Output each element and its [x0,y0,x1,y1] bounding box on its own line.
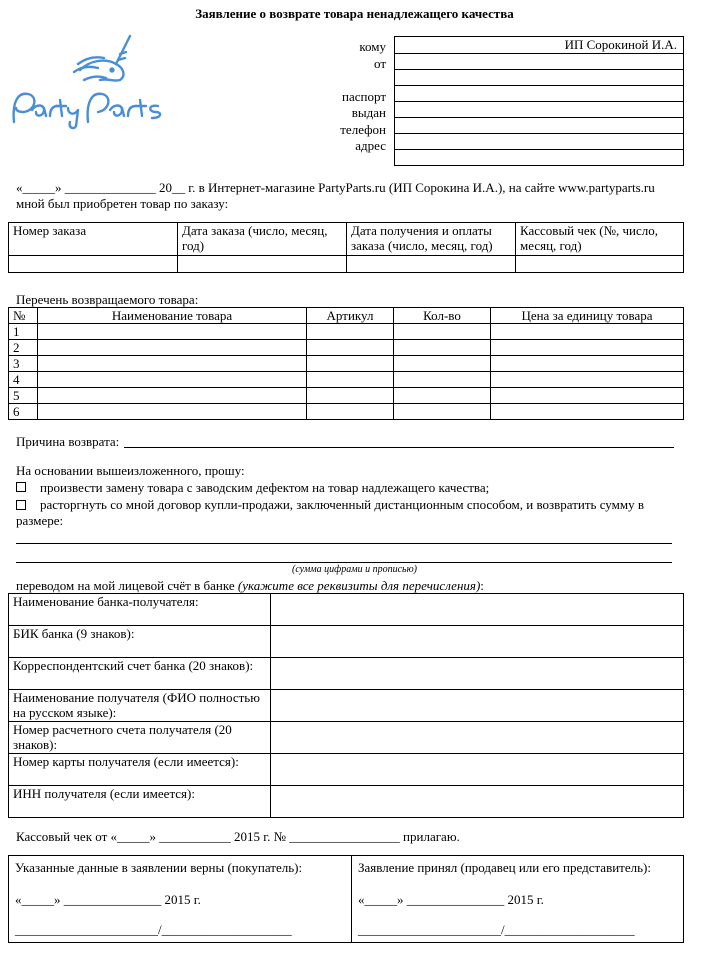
item-qty-cell[interactable] [394,356,491,372]
purchase-line-1: «_____» ______________ 20__ г. в Интернет-магазине PartyParts.ru (ИП Сорокина И.А.), на сайте www.partyparts.ru [16,180,655,195]
option-1 [16,480,26,496]
items-table [8,307,684,420]
items-col-number: № [9,308,38,324]
buyer-signature-title: Указанные данные в заявлении верны (покупатель): [15,860,303,875]
bank-name-label: Наименование банка-получателя: [9,594,271,626]
buyer-signature-date[interactable]: «_____» _______________ 2015 г. [15,892,201,907]
item-name-cell[interactable] [38,372,307,388]
inn-field[interactable] [271,786,684,818]
bik-label: БИК банка (9 знаков): [9,626,271,658]
row-number: 3 [9,356,38,372]
reason-label: Причина возврата: [16,434,120,449]
account-number-label: Номер расчетного счета получателя (20 знаков): [9,722,271,754]
passport-field[interactable] [395,86,684,102]
signature-table [8,855,684,943]
item-sku-cell[interactable] [307,356,394,372]
item-qty-cell[interactable] [394,404,491,420]
document-title: Заявление о возврате товара ненадлежащего качества [195,6,514,21]
table-row [9,356,684,372]
account-number-field[interactable] [271,722,684,754]
item-name-cell[interactable] [38,356,307,372]
order-number-header: Номер заказа [9,223,178,256]
to-label: кому [359,39,386,54]
from-field[interactable] [395,54,684,70]
table-row [9,340,684,356]
item-price-cell[interactable] [491,340,684,356]
passport-label: паспорт [342,89,386,104]
item-name-cell[interactable] [38,340,307,356]
buyer-signature-block [9,856,352,943]
phone-field[interactable] [395,118,684,134]
option-1-text: произвести замену товара с заводским дефектом на товар надлежащего качества; [40,480,490,495]
item-qty-cell[interactable] [394,340,491,356]
table-row [9,372,684,388]
cash-receipt-header: Кассовый чек (№, число, месяц, год) [516,223,684,256]
item-sku-cell[interactable] [307,388,394,404]
recipient-value[interactable]: ИП Сорокиной И.А. [395,37,684,54]
receipt-date-cell[interactable] [347,256,516,273]
row-number: 2 [9,340,38,356]
request-label: На основании вышеизложенного, прошу: [16,463,245,478]
seller-signature-line[interactable]: ______________________/____________________ [358,922,635,937]
partyparts-logo [8,30,188,130]
bank-name-field[interactable] [271,594,684,626]
items-col-price: Цена за единицу товара [491,308,684,324]
item-sku-cell[interactable] [307,372,394,388]
option-1-checkbox[interactable] [16,482,26,492]
issued-field[interactable] [395,102,684,118]
item-price-cell[interactable] [491,324,684,340]
option-2-text: расторгнуть со мной договор купли-продажи, заключенный дистанционным способом, и возвратить сумму в размере: [16,497,644,528]
row-number: 6 [9,404,38,420]
from-label: от [373,56,386,71]
item-name-cell[interactable] [38,404,307,420]
table-row [9,324,684,340]
table-row [9,404,684,420]
seller-signature-title: Заявление принял (продавец или его представитель): [358,860,651,875]
order-number-cell[interactable] [9,256,178,273]
recipient-name-field[interactable] [271,690,684,722]
transfer-note: (укажите все реквизиты для перечисления) [237,578,481,593]
row-number: 5 [9,388,38,404]
transfer-tail: : [480,578,484,593]
corr-account-field[interactable] [271,658,684,690]
phone-label: телефон [340,122,386,137]
receipt-attached-line: Кассовый чек от «_____» ___________ 2015 г. № _________________ прилагаю. [16,829,460,844]
item-qty-cell[interactable] [394,324,491,340]
card-number-label: Номер карты получателя (если имеется): [9,754,271,786]
order-date-header: Дата заказа (число, месяц, год) [178,223,347,256]
item-qty-cell[interactable] [394,372,491,388]
amount-caption: (сумма цифрами и прописью) [291,564,417,575]
items-col-name: Наименование товара [38,308,307,324]
address-label: адрес [355,138,386,153]
recipient-name-label: Наименование получателя (ФИО полностью на русском языке): [9,690,271,722]
item-name-cell[interactable] [38,324,307,340]
transfer-line [16,578,696,594]
item-price-cell[interactable] [491,356,684,372]
amount-line-2[interactable] [16,562,672,563]
inn-label: ИНН получателя (если имеется): [9,786,271,818]
buyer-signature-line[interactable]: ______________________/____________________ [15,922,292,937]
amount-line-1[interactable] [16,543,672,544]
item-price-cell[interactable] [491,372,684,388]
address-field-2[interactable] [395,150,684,166]
item-qty-cell[interactable] [394,388,491,404]
table-row [9,388,684,404]
transfer-text: переводом на мой лицевой счёт в банке [16,578,238,593]
item-price-cell[interactable] [491,404,684,420]
item-name-cell[interactable] [38,388,307,404]
item-price-cell[interactable] [491,388,684,404]
item-sku-cell[interactable] [307,340,394,356]
recipient-fields [394,36,684,166]
purchase-line-2: мной был приобретен товар по заказу: [16,196,229,211]
receipt-date-header: Дата получения и оплаты заказа (число, месяц, год) [347,223,516,256]
items-label: Перечень возвращаемого товара: [16,292,199,307]
cash-receipt-cell[interactable] [516,256,684,273]
issued-label: выдан [351,105,386,120]
items-col-qty: Кол-во [394,308,491,324]
seller-signature-date[interactable]: «_____» _______________ 2015 г. [358,892,544,907]
order-table [8,222,684,273]
address-field[interactable] [395,134,684,150]
item-sku-cell[interactable] [307,324,394,340]
bank-details-table [8,593,684,818]
row-number: 4 [9,372,38,388]
row-number: 1 [9,324,38,340]
items-col-sku: Артикул [307,308,394,324]
card-number-field[interactable] [271,754,684,786]
reason-line[interactable] [124,447,674,448]
order-date-cell[interactable] [178,256,347,273]
seller-signature-block [352,856,684,943]
from-field-2[interactable] [395,70,684,86]
bik-field[interactable] [271,626,684,658]
item-sku-cell[interactable] [307,404,394,420]
corr-account-label: Корреспондентский счет банка (20 знаков): [9,658,271,690]
